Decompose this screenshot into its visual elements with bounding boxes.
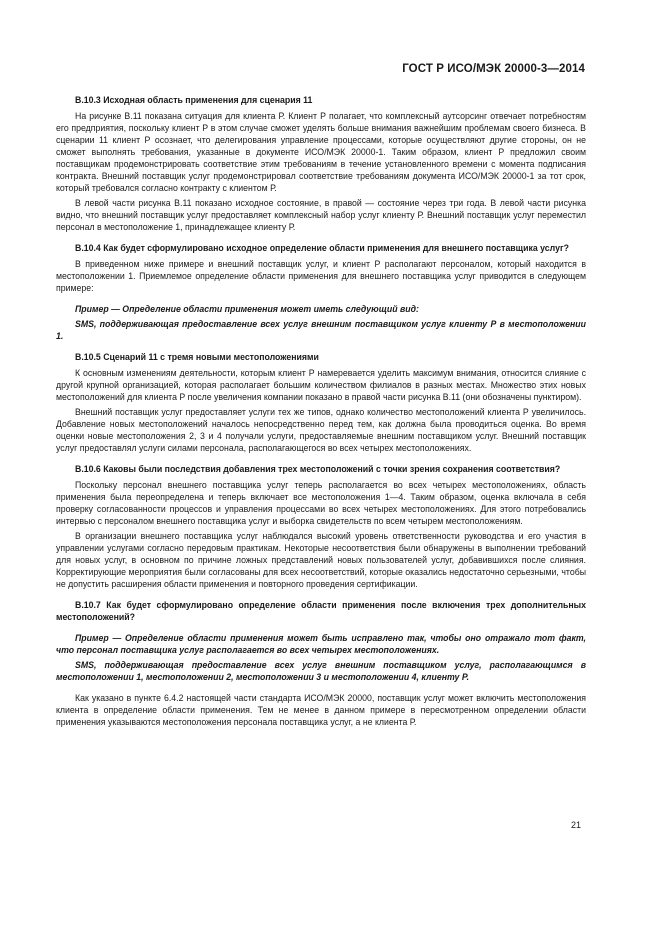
example-caption: Пример — Определение области применения может быть исправлено так, чтобы оно отражало тот факт, что персонал поставщика услуг располагается во всех четырех местоположениях. (56, 633, 586, 655)
section-heading-b10-6: B.10.6 Каковы были последствия добавления трех местоположений с точки зрения сохранения соответствия? (75, 464, 561, 474)
section-heading-b10-7: B.10.7 Как будет сформулировано определение области применения после включения трех дополнительных местоположений? (56, 600, 586, 622)
section-heading-b10-4: B.10.4 Как будет сформулировано исходное определение области применения для внешнего поставщика услуг? (75, 243, 569, 253)
paragraph: Как указано в пункте 6.4.2 настоящей части стандарта ИСО/МЭК 20000, поставщик услуг может включить местоположения клиента в определение области применения. Тем не менее в данном примере в пересмотренном определении области применения указываются местоположения персонала поставщика услуг, а не клиента Р. (56, 693, 586, 727)
paragraph: К основным изменениям деятельности, которым клиент Р намеревается уделить максимум внимания, относится слияние с другой крупной организацией, которая располагает большим количеством филиалов в разных местах. Множество этих новых местоположений для клиента Р после увеличения компании показано в правой части рисунка В.11 (они обозначены пунктиром). (56, 368, 586, 402)
paragraph: В организации внешнего поставщика услуг наблюдался высокий уровень ответственности руководства и его участия в управлении услугами согласно передовым практикам. Некоторые несоответствия были обнаружены в выполнении требований для новых услуг, в основном по причине ложных представлений новых пользователей услуг, добавившихся после слияния. Корректирующие мероприятия были согласованы для всех несоответствий, которые оказались недостаточно серьезными, чтобы не допустить расширения области применения и повторного проведения сертификации. (56, 531, 586, 589)
standard-header: ГОСТ Р ИСО/МЭК 20000-3—2014 (402, 63, 585, 75)
paragraph: В приведенном ниже примере и внешний поставщик услуг, и клиент Р располагают персоналом, который находится в местоположении 1. Приемлемое определение области применения для внешнего поставщика услуг приводится в следующем примере: (56, 259, 586, 293)
paragraph: В левой части рисунка В.11 показано исходное состояние, в правой — состояние через три года. В левой части рисунка видно, что внешний поставщик услуг предоставляет комплексный набор услуг клиенту Р. Внешний поставщик услуг переместил персонал в местоположение 1, принадлежащее клиенту Р. (56, 198, 586, 232)
document-body (56, 94, 586, 731)
paragraph: Поскольку персонал внешнего поставщика услуг теперь располагается во всех четырех местоположениях, область применения была переопределена и теперь включает все местоположения 1—4. Таким образом, оценка включала в себя проверку согласованности процессов и управления процессами во всех четырех местоположениях. Для этого потребовались интервью с персоналом внешнего поставщика услуг и выборка свидетельств по всем четырем местоположениям. (56, 480, 586, 526)
example-text: SMS, поддерживающая предоставление всех услуг внешним поставщиком услуг клиенту Р в местоположении 1. (56, 319, 586, 341)
page-number: 21 (570, 820, 581, 830)
example-text: SMS, поддерживающая предоставление всех услуг внешним поставщиком услуг, располагающимся в местоположении 1, местоположении 2, местоположении 3 и местоположении 4, клиенту Р. (56, 660, 586, 682)
section-heading-b10-5: B.10.5 Сценарий 11 с тремя новыми местоположениями (75, 352, 319, 362)
example-caption: Пример — Определение области применения может иметь следующий вид: (75, 304, 419, 314)
section-heading-b10-3: B.10.3 Исходная область применения для сценария 11 (75, 95, 313, 105)
paragraph: На рисунке В.11 показана ситуация для клиента Р. Клиент Р полагает, что комплексный аутсорсинг отвечает потребностям его предприятия, поскольку клиент Р в этом случае сможет уделять больше внимания важнейшим проблемам своего бизнеса. В сценарии 11 клиент Р осознает, что делегирования управление процессами, которые осуществляют другие стороны, он не сможет выполнять требования, указанные в документе ИСО/МЭК 20000-1. Таким образом, клиент Р предложил своим поставщикам продемонстрировать соответствие этим требованиям в течение установленного времени с момента подписания контракта. Внешний поставщик услуг продемонстрировал соответствие требованиям документа ИСО/МЭК 20000-1 за тот срок, который требовался согласно контракту с клиентом Р. (56, 111, 586, 193)
paragraph: Внешний поставщик услуг предоставляет услуги тех же типов, однако количество местоположений клиента Р увеличилось. Добавление новых местоположений началось непосредственно перед тем, как должна была проводиться оценка. Во время оценки новые местоположения 2, 3 и 4 получали услуги, предоставляемые внешним поставщиком услуг. Внешний поставщик услуг предоставлял услуги силами персонала, располагающегося во всех четырех местоположениях. (56, 407, 586, 453)
